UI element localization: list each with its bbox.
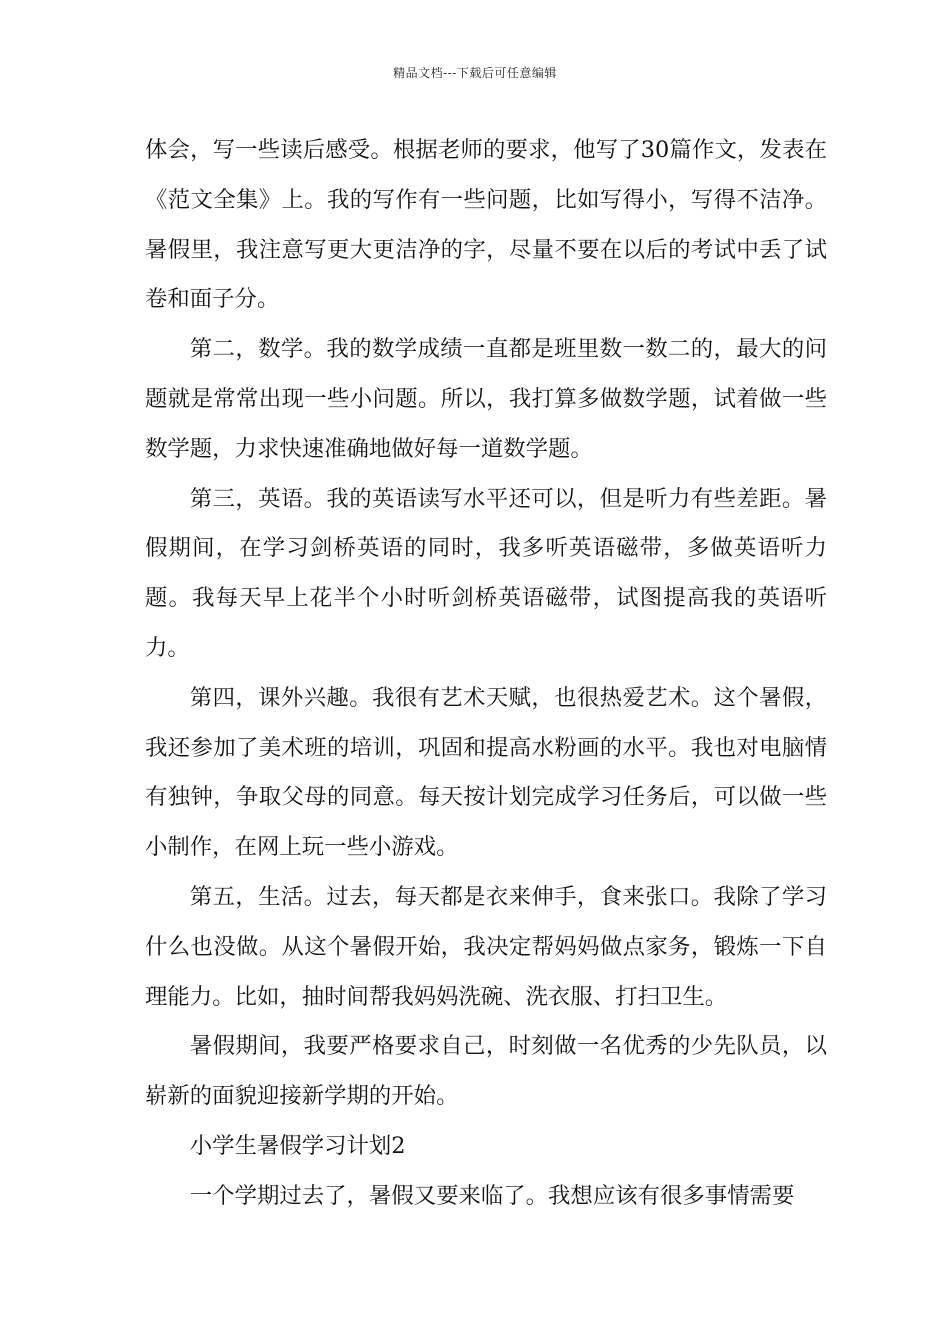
paragraph-interests: 第四，课外兴趣。我很有艺术天赋，也很热爱艺术。这个暑假，我还参加了美术班的培训，巩固和提高水粉画的水平。我也对电脑情有独钟，争取父母的同意。每天按计划完成学习任务后，可以做一些小制作，在网上玩一些小游戏。: [145, 684, 827, 861]
paragraph-reading: 体会，写一些读后感受。根据老师的要求，他写了30篇作文，发表在《范文全集》上。我的写作有一些问题，比如写得小，写得不洁净。暑假里，我注意写更大更洁净的字，尽量不要在以后的考试中丢了试卷和面子分。: [145, 137, 827, 313]
paragraph-intro-2: 一个学期过去了，暑假又要来临了。我想应该有很多事情需要: [189, 1182, 795, 1209]
paragraph-math: 第二，数学。我的数学成绩一直都是班里数一数二的，最大的问题就是常常出现一些小问题。所以，我打算多做数学题，试着做一些数学题，力求快速准确地做好每一道数学题。: [145, 336, 827, 462]
page-header: 精品文档---下载后可任意编辑: [393, 66, 557, 80]
paragraph-english: 第三，英语。我的英语读写水平还可以，但是听力有些差距。暑假期间，在学习剑桥英语的同时，我多听英语磁带，多做英语听力题。我每天早上花半个小时听剑桥英语磁带，试图提高我的英语听力。: [145, 485, 827, 661]
paragraph-conclusion: 暑假期间，我要严格要求自己，时刻做一名优秀的少先队员，以崭新的面貌迎接新学期的开始。: [145, 1033, 827, 1110]
document-body: [145, 126, 827, 1222]
section-heading: 小学生暑假学习计划2: [189, 1132, 406, 1159]
paragraph-life: 第五，生活。过去，每天都是衣来伸手，食来张口。我除了学习什么也没做。从这个暑假开始，我决定帮妈妈做点家务，锻炼一下自理能力。比如，抽时间帮我妈妈洗碗、洗衣服、打扫卫生。: [145, 883, 827, 1010]
